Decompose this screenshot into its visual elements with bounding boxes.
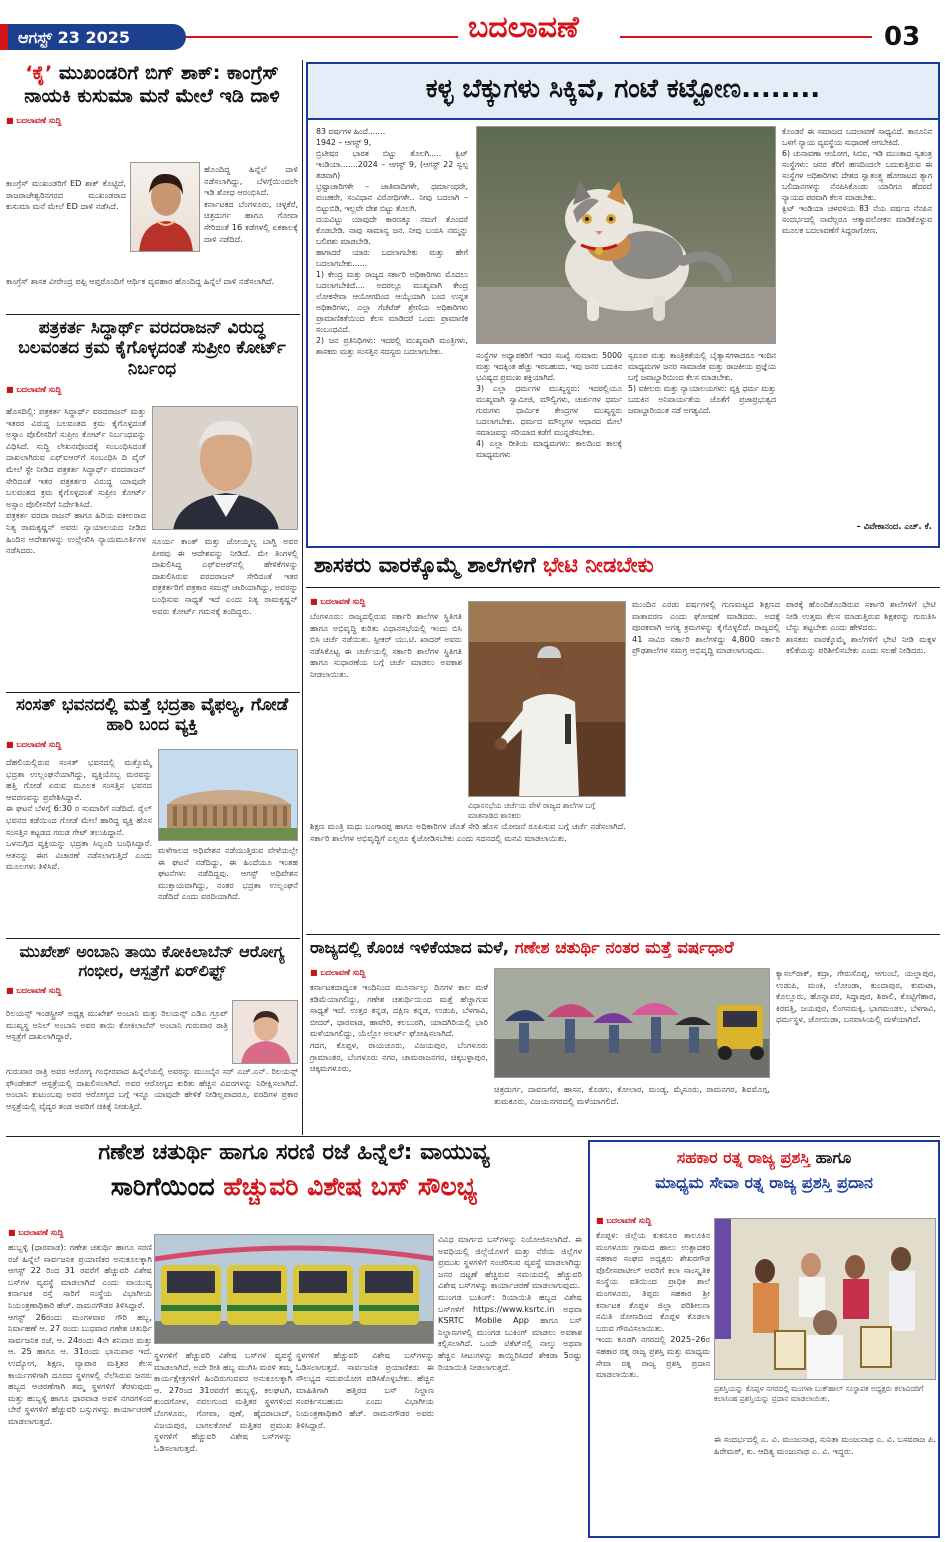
story-rain-col2: ಕ್ಯಾಸಲ್‌ರಾಕ್, ಕದ್ರಾ, ಗೇರುಸೊಪ್ಪ, ಆಗುಂಬೆ, ಯಲ್ಲಾಪುರ, ಉಡುಪಿ, ಮಂಕಿ, ಲೋಂಡಾ, ಕುಂದಾಪುರ, ಕುಮಟಾ, ಕೊಲ್ಲೂರು, ಹೊನ್ನಾವರ, ಸಿದ್ದಾಪುರ, ಶಿರಾಲಿ, ಕೊಟ್ಟಿಗೆಹಾರ, ಕಿರವತ್ತಿ, ಜಯಪುರ, ಲಿಂಗನಮಕ್ಕಿ, ಭಾಗಮಂಡಲ, ಬೆಳಗಾವಿ, ಧರ್ಮಸ್ಥಳ, ಜೋಯಿಡಾ, ಬನವಾಸಿಯಲ್ಲಿ ಮಳೆಯಾಗಿದೆ.	[776, 968, 936, 1025]
headline-quote: ‘ಕೈ’	[25, 62, 53, 84]
lead-col3: ಸ್ವರೂಪ ಮತ್ತು ತಾಂತ್ರಿಕತೆಯಲ್ಲಿ ಬೈತ್ಯಾಸಗಳಾದರೂ ಇಂದಿನ ಮಾಧ್ಯಮಗಳ ಜನರ ಸಾಮಾಜಿಕ ಮತ್ತು ರಾಜಕೀಯ ಪ್ರಜ್ಞೆಯ ಬಗ್ಗೆ ಜವಾಬ್ದಾರಿಯಿಂದ ಕೆಲಸ ಮಾಡಬೇಕು. 5) ವಕೀಲರು ಮತ್ತು ನ್ಯಾಯಾಲಯಗಳು: ವ್ಯಕ್ತಿ ಧರ್ಮ ಮತ್ತು ಬದುಕಿನ ಅನಿವಾರ್ಯತೆಯ ಜೊತೆಗೆ ಪ್ರಜಾಪ್ರಭುತ್ವದ ಜವಾಬ್ದಾರಿಯುತ ನಡೆ ಅಗತ್ಯವಿದೆ.	[628, 351, 776, 415]
story-supreme-court-headline: ಪತ್ರಕರ್ತ ಸಿದ್ಧಾರ್ಥ್ ವರದರಾಜನ್ ವಿರುದ್ಧ ಬಲವಂತದ ಕ್ರಮ ಕೈಗೊಳ್ಳದಂತೆ ಸುಪ್ರೀಂ ಕೋರ್ಟ್ ನಿರ್ಬಂಧ	[18, 318, 286, 379]
headline-black: ಸಾರಿಗೆಯಿಂದ	[110, 1172, 224, 1202]
headline-red: ಗಣೇಶ ಚತುರ್ಥಿ ನಂತರ ಮತ್ತೆ ವರ್ಷಧಾರೆ	[514, 938, 734, 957]
story-kokilaben-full: ಗುರುವಾರ ರಾತ್ರಿ ಅವರ ಆರೋಗ್ಯ ಗಂಭೀರವಾದ ಹಿನ್ನೆಲೆಯಲ್ಲಿ ಅವರನ್ನು ಮುಂಬೈನ ಸರ್ ಎಚ್.ಎನ್. ರಿಲಯನ್ಸ್ ಫೌಂಡೇಶನ್ ಆಸ್ಪತ್ರೆಯಲ್ಲಿ ದಾಖಲಿಸಲಾಗಿದೆ. ಅವರ ಆರೋಗ್ಯದ ಕುರಿತು ಹೆಚ್ಚಿನ ವಿವರಗಳನ್ನು ನಿರೀಕ್ಷಿಸಲಾಗಿದೆ. ಅಂಬಾನಿ ಕುಟುಂಬವು ಅವರ ಆರೋಗ್ಯದ ಬಗ್ಗೆ ಇನ್ನೂ ಯಾವುದೇ ಹೇಳಿಕೆ ನೀಡಿಲ್ಲವಾದರೂ, ವರದಿಗಳ ಪ್ರಕಾರ ಆಸ್ಪತ್ರೆಯಲ್ಲಿ ವೈದ್ಯರ ತಂಡ ಅವರಿಗೆ ಚಿಕಿತ್ಸೆ ನೀಡುತ್ತಿದೆ.	[6, 1066, 298, 1111]
headline-rule	[306, 587, 940, 588]
divider-3	[6, 938, 300, 939]
lead-col4: ಕೊಂಡರೆ ಈ ಸಮಾಜದ ಬದಲಾವಣೆ ಸಾಧ್ಯವಿದೆ. ಕಾನೂನಿನ ಒಳಗೆ ನ್ಯಾಯ ವ್ಯವಸ್ಥೆಯ ಸುಧಾರಣೆ ಆಗಬೇಕಿದೆ. 6) ಚುನಾವಣಾ ಆಯೋಗ, ಸಿಬಿಐ, ಇಡಿ ಮುಂತಾದ ಸ್ವತಂತ್ರ ಸಂಸ್ಥೆಗಳು: ಜನರ ತೆರಿಗೆ ಹಣದಿಂದಲೇ ಬದುಕುತ್ತಿರುವ ಈ ಸಂಸ್ಥೆಗಳ ಅಧಿಕಾರಿಗಳು ದೇಶದ ಸ್ವಾತಂತ್ರ್ಯ ಹೋರಾಟದ ತ್ಯಾಗ ಬಲಿದಾನಗಳನ್ನು ನೆನಪಿಸಿಕೊಂಡು ಯಾರಿಗೂ ಹೆದರದೆ ನ್ಯಾಯದ ಪರವಾಗಿ ಕೆಲಸ ಮಾಡಬೇಕು. ಕ್ವಿಟ್ ಇಂಡಿಯಾ ಚಳವಳಿಯ 83 ನೆಯ ವರ್ಷದ ನೆನಪಿನ ಸಂದರ್ಭದಲ್ಲಿ ನಾವೆಲ್ಲರೂ ಆತ್ಮಾವಲೋಕನ ಮಾಡಿಕೊಳ್ಳುವ ಮೂಲಕ ಬದಲಾವಣೆಗೆ ಸಿದ್ದರಾಗೋಣ.	[782, 127, 932, 235]
story-rain	[306, 938, 940, 1134]
headline-red: ಭೇಟಿ ನೀಡಬೇಕು	[542, 553, 654, 577]
headline-black: ರಾಜ್ಯದಲ್ಲಿ ಕೊಂಚ ಇಳಿಕೆಯಾದ ಮಳೆ,	[310, 938, 515, 957]
story-rain-col1: ಕರ್ನಾಟಕದಾದ್ಯಂತ ಇಂದಿನಿಂದ ಮೂರ್ನಾಲ್ಕು ದಿನಗಳ ಕಾಲ ಮಳೆ ಕಡಿಮೆಯಾಗಲಿದ್ದು, ಗಣೇಶ ಚತುರ್ಥಿಯಿಂದ ಮತ್ತೆ ಹೆಚ್ಚಾಗುವ ಸಾಧ್ಯತೆ ಇದೆ. ಉತ್ತರ ಕನ್ನಡ, ದಕ್ಷಿಣ ಕನ್ನಡ, ಉಡುಪಿ, ಬೆಳಗಾವಿ, ಬೀದರ್, ಧಾರವಾಡ, ಹಾವೇರಿ, ಕಲಬುರಗಿ, ಯಾದಗಿರಿಯಲ್ಲಿ ಭಾರಿ ಮಳೆಯಾಗಲಿದ್ದು, ಯೆಲ್ಲೋ ಅಲರ್ಟ್ ಘೋಷಿಸಲಾಗಿದೆ. ಗದಗ, ಕೊಪ್ಪಳ, ರಾಯಚೂರು, ವಿಜಯಪುರ, ಬೆಂಗಳೂರು ಗ್ರಾಮಾಂತರ, ಬೆಂಗಳೂರು ನಗರ, ಚಾಮರಾಜನಗರ, ಚಿಕ್ಕಬಳ್ಳಾಪುರ, ಚಿಕ್ಕಮಗಳೂರು,	[310, 982, 488, 1074]
lead-editorial	[306, 62, 940, 548]
story-parliament-col1: ದೆಹಲಿಯಲ್ಲಿರುವ ಸಂಸತ್ ಭವನದಲ್ಲಿ ಮತ್ತೊಮ್ಮೆ ಭದ್ರತಾ ಉಲ್ಲಂಘನೆಯಾಗಿದ್ದು, ವ್ಯಕ್ತಿಯೊಬ್ಬ ಮರವನ್ನು ಹತ್ತಿ ಗೋಡೆ ಏರುವ ಮೂಲಕ ಸಂಸತ್ತಿನ ಭವನದ ಆವರಣವನ್ನು ಪ್ರವೇಶಿಸಿದ್ದಾನೆ. ಈ ಘಟನೆ ಬೆಳಗ್ಗೆ 6:30 ರ ಸುಮಾರಿಗೆ ನಡೆದಿದೆ. ರೈಲ್ ಭವನದ ಕಡೆಯಿಂದ ಗೋಡೆ ಮೇಲೆ ಹಾರಿದ್ದ ವ್ಯಕ್ತಿ ಹೊಸ ಸಂಸತ್ತಿನ ಕಟ್ಟಡದ ಗರುಡ ಗೇಟ್ ತಲುಪಿದ್ದಾನೆ. ಒಳನುಗ್ಗಿದ ವ್ಯಕ್ತಿಯನ್ನು ಭದ್ರತಾ ಸಿಬ್ಬಂದಿ ಬಂಧಿಸಿದ್ದಾರೆ. ಆತನನ್ನು ಈಗ ವಿಚಾರಣೆ ನಡೆಸಲಾಗುತ್ತಿದೆ ಎಂದು ಮೂಲಗಳು ತಿಳಿಸಿವೆ.	[6, 757, 152, 872]
story-awards-headline-line1	[590, 1148, 938, 1167]
story-ed-raid	[6, 62, 298, 312]
lead-headline-banner	[308, 64, 938, 120]
story-mla-bottom: ಶಿಕ್ಷಣ ಮಂತ್ರಿ ಮಧು ಬಂಗಾರಪ್ಪ ಹಾಗೂ ಅಧಿಕಾರಿಗಳ ಜೊತೆ ಸೇರಿ ಹೊಸ ಯೋಜನೆ ರೂಪಿಸುವ ಬಗ್ಗೆ ಚರ್ಚೆ ನಡೆಸಲಾಗಿದೆ. ಸರ್ಕಾರಿ ಶಾಲೆಗಳ ಅಭಿವೃದ್ಧಿಗೆ ಎಲ್ಲರೂ ಕೈಜೋಡಿಸಬೇಕು ಎಂದು ಸದನದಲ್ಲಿ ಮನವಿ ಮಾಡಲಾಯಿತು.	[310, 821, 626, 843]
newspaper-title: ಬದಲಾವಣೆ	[468, 10, 579, 45]
headline-rest: ಮುಖಂಡರಿಗೆ ಬಿಗ್ ಶಾಕ್: ಕಾಂಗ್ರೆಸ್ ನಾಯಕಿ ಕುಸುಮಾ ಮನೆ ಮೇಲೆ ಇಡಿ ದಾಳಿ	[24, 62, 280, 107]
assembly-photo-caption: ವಿಧಾನಸಭೆಯ ಚರ್ಚೆಯ ವೇಳೆ ರಾಜ್ಯದ ಶಾಲೆಗಳ ಬಗ್ಗೆ ಮಾತನಾಡಿದ ಶಾಸಕರು	[468, 801, 596, 820]
story-rain-below: ಚಿತ್ರದುರ್ಗ, ದಾವಣಗೆರೆ, ಹಾಸನ, ಕೊಡಗು, ಕೋಲಾರ, ಮಂಡ್ಯ, ಮೈಸೂರು, ರಾಮನಗರ, ಶಿವಮೊಗ್ಗ, ತುಮಕೂರು, ವಿಜಯನಗರದಲ್ಲಿ ಮಳೆಯಾಗಲಿದೆ.	[494, 1084, 770, 1106]
left-column-divider	[302, 60, 303, 1135]
story-parliament-breach	[6, 695, 298, 935]
kusuma-portrait-photo	[130, 162, 200, 252]
masthead-line-left	[186, 36, 458, 38]
byline: ■ ಬದಲಾವಣೆ ಸುದ್ದಿ	[6, 986, 298, 996]
byline: ■ ಬದಲಾವಣೆ ಸುದ್ದಿ	[6, 385, 298, 395]
story-kokilaben-col1: ರಿಲಯನ್ಸ್ ಇಂಡಸ್ಟ್ರೀಸ್ ಅಧ್ಯಕ್ಷ ಮುಖೇಶ್ ಅಂಬಾನಿ ಮತ್ತು ರಿಲಯನ್ಸ್ ಎಡಿಎ ಗ್ರೂಪ್ ಮುಖ್ಯಸ್ಥ ಅನಿಲ್ ಅಂಬಾನಿ ಅವರ ತಾಯಿ ಕೋಕಿಲಾಬೆನ್ ಅಂಬಾನಿ ಗುರುವಾರ ರಾತ್ರಿ ಆಸ್ಪತ್ರೆಗೆ ದಾಖಲಾಗಿದ್ದಾರೆ.	[6, 1008, 228, 1042]
story-kokilaben-headline: ಮುಖೇಶ್ ಅಂಬಾನಿ ತಾಯಿ ಕೋಕಿಲಾಬೆನ್ ಆರೋಗ್ಯ ಗಂಭೀರ, ಆಸ್ಪತ್ರೆಗೆ ಏರ್‌ಲಿಫ್ಟ್	[19, 942, 285, 981]
story-awards-bottom: ಈ ಸಂದರ್ಭದಲ್ಲಿ ಎ. ವಿ. ಮಂಜುನಾಥ, ಸುನಿತಾ ಮಂಜುನಾಥ ಎ. ವಿ. ಬಸವರಾಜ ಪಿ. ಹಿರೇಮಠ್, ಕು. ಆದಿತ್ಯ ಮಂಜುನಾಥ ಎ. ವಿ. ಇದ್ದರು.	[714, 1434, 936, 1456]
divider-5	[6, 1136, 940, 1137]
issue-date: ಆಗಸ್ಟ್ 23 2025	[18, 28, 130, 47]
kokilaben-ambani-photo	[232, 1000, 298, 1064]
headline-black: ಹಾಗೂ	[810, 1148, 852, 1167]
lead-col1: 83 ವರ್ಷಗಳ ಹಿಂದೆ....... 1942 – ಆಗಸ್ಟ್ 9, ಬ್ರಿಟೀಷರ ಭಾರತ ಬಿಟ್ಟು ತೊಲಗಿ..... ಕ್ವಿಟ್ ಇಂಡಿಯಾ.......2024 – ಆಗಸ್ಟ್ 9, (ಆಗಸ್ಟ್ 22 ಸ್ವಲ್ಪ ತಡವಾಗಿ) ಭ್ರಷ್ಟಾಚಾರಿಗಳೇ – ಜಾತಿವಾದಿಗಳೇ, ಧರ್ಮಾಂಧರೇ, ವಂಚಕರೇ, ಸಂವಿಧಾನ ವಿರೋಧಿಗಳೇ.. ನೀವು ಬದಲಾಗಿ – ಬಿಟ್ಟುಬಿಡಿ, ಇಲ್ಲವೇ ದೇಶ ಬಿಟ್ಟು ತೊಲಗಿ. ದಯವಿಟ್ಟು ಯಾವುದೇ ಕಾರಣಕ್ಕೂ ನಮಗೆ ತೊಂದರೆ ಕೊಡಬೇಡಿ. ನಾವು ಸಾಮಾನ್ಯ ಜನ. ನೀವು ಬಯಸಿ ನಮ್ಮನ್ನು ಬಲಿಪಶು ಮಾಡಬೇಡಿ. ಹಾಗಾದರೆ ಯಾರು ಬದಲಾಗಬೇಕು ಮತ್ತು ಹೇಗೆ ಬದಲಾಗಬೇಕು...... 1) ಕೇಂದ್ರ ಮತ್ತು ರಾಜ್ಯದ ಸರ್ಕಾರಿ ಅಧಿಕಾರಿಗಳು ಮೊದಲು ಬದಲಾಗಬೇಕಿದೆ.... ಅದರಲ್ಲೂ ಮುಖ್ಯವಾಗಿ ಕೇಂದ್ರ ಲೋಕಸೇವಾ ಆಯೋಗದಿಂದ ಆಯ್ಕೆಯಾಗಿ ಬಂದ ಉನ್ನತ ಅಧಿಕಾರಿಗಳು, ಎಲ್ಲಾ ಗೆಜೆಟೆಡ್ ಶ್ರೇಣಿಯ ಅಧಿಕಾರಿಗಳು ಪ್ರಾಮಾಣಿಕತೆಯಿಂದ ಕೆಲಸ ಮಾಡಿದರೆ ಒಂದು ಪ್ರಾಮಾಣಿಕ ಸಂಬಂಧವಿದೆ. 2) ಜನ ಪ್ರತಿನಿಧಿಗಳು: ಇದರಲ್ಲಿ ಮುಖ್ಯವಾಗಿ ಮಂತ್ರಿಗಳು, ಶಾಸಕರು ಮತ್ತು ಸಂಸತ್ತಿನ ಸದಸ್ಯರು ಬದಲಾಗಬೇಕು.	[316, 127, 468, 356]
story-mla-col3: ಪಾಠಕ್ಕೆ ಹೊಂದಿಕೊಂಡಿರುವ ಸರ್ಕಾರಿ ಶಾಲೆಗಳಿಗೆ ಭೇಟಿ ನೀಡಿ ಉತ್ತಮ ಕೆಲಸ ಮಾಡುತ್ತಿರುವ ಶಿಕ್ಷಕರನ್ನು ಗುರುತಿಸಿ ಬೆನ್ನು ತಟ್ಟಬೇಕು ಎಂದು ಹೇಳಿದರು. ಶಾಸಕರು ವಾರಕ್ಕೊಮ್ಮೆ ಶಾಲೆಗಳಿಗೆ ಭೇಟಿ ನೀಡಿ ಮಕ್ಕಳ ಕಲಿಕೆಯನ್ನು ಪರಿಶೀಲಿಸಬೇಕು ಎಂದು ಸಲಹೆ ನೀಡಿದರು.	[786, 599, 936, 656]
divider-2	[6, 692, 300, 693]
story-ed-raid-headline	[6, 62, 298, 108]
byline: ■ ಬದಲಾವಣೆ ಸುದ್ದಿ	[6, 116, 298, 126]
story-kokilaben	[6, 942, 298, 1134]
headline-red: ಹೆಚ್ಚುವರಿ ವಿಶೇಷ ಬಸ್ ಸೌಲಭ್ಯ	[223, 1172, 478, 1202]
story-buses-col3: ಸ್ಥಳಗಳಿಗೆ ಹೆಚ್ಚುವರಿ ವಿಶೇಷ ಬಸ್‌ಗಳ ವ್ಯವಸ್ಥೆ ಮಾಡಲಾಗಿದೆ. ಅದೇ ರೀತಿ ಹಬ್ಬ ಮುಗಿಸಿ ಮರಳಿ ತಮ್ಮ ಕಾರ್ಯಕ್ಷೇತ್ರಗಳಿಗೆ ಹಿಂದಿರುಗುವವರ ಅನುಕೂಲಕ್ಕಾಗಿ ಆ. 27ರಿಂದ 31ರವರೆಗೆ ಹುಬ್ಬಳ್ಳಿ, ಕಲಘಟಗಿ, ಕುಂದಗೋಳ, ನವಲಗುಂದ ಮತ್ತಿತರ ಸ್ಥಳಗಳಿಂದ ಬೆಂಗಳೂರು, ಗೋವಾ, ಪುಣೆ, ಹೈದರಾಬಾದ್, ವಿಜಯಪುರ, ಬಾಗಲಕೋಟೆ ಮತ್ತಿತರ ಪ್ರಮುಖ ಸ್ಥಳಗಳಿಗೆ ಹೆಚ್ಚುವರಿ ವಿಶೇಷ ಬಸ್‌ಗಳನ್ನು ಓಡಿಸಲಾಗುತ್ತದೆ.	[154, 1350, 292, 1453]
masthead-line-right	[620, 36, 872, 38]
divider-1	[6, 314, 300, 315]
story-awards	[588, 1140, 940, 1538]
story-ed-raid-col1: ಕಾಂಗ್ರೆಸ್ ಮುಖಂಡರಿಗೆ ED ಶಾಕ್ ಕೊಟ್ಟಿದೆ, ರಾಜರಾಜೇಶ್ವರಿನಗರದ ಮುಖಂಡರಾದ ಕುಸುಮಾ ಮನೆ ಮೇಲೆ ED ದಾಳಿ ನಡೆಸಿದೆ.	[6, 178, 126, 212]
parliament-building-photo	[158, 749, 298, 841]
date-badge-tail	[0, 24, 8, 50]
story-special-buses	[4, 1140, 584, 1538]
divider-4	[306, 934, 940, 935]
siddharth-varadarajan-photo	[152, 406, 298, 530]
story-mla-col1: ಬೆಂಗಳೂರು: ರಾಜ್ಯದಲ್ಲಿರುವ ಸರ್ಕಾರಿ ಶಾಲೆಗಳ ಸ್ಥಿತಿಗತಿ ಹಾಗೂ ಅಭಿವೃದ್ಧಿ ಕುರಿತು ವಿಧಾನಸಭೆಯಲ್ಲಿ ಇಂದು ಬಿಸಿ ಬಿಸಿ ಚರ್ಚೆ ನಡೆಯಿತು. ಸ್ಪೀಕರ್ ಯು.ಟಿ. ಖಾದರ್ ಅವರು ನಡೆಸಿಕೊಟ್ಟ ಈ ಚರ್ಚೆಯಲ್ಲಿ ಸರ್ಕಾರಿ ಶಾಲೆಗಳ ಸ್ಥಿತಿಗತಿ ಹಾಗೂ ಸುಧಾರಣೆಯ ಬಗ್ಗೆ ಚರ್ಚೆ ಮಾಡಲು ಅವಕಾಶ ನೀಡಲಾಯಿತು.	[310, 611, 462, 679]
story-parliament-col2: ಮಳೆಗಾಲದ ಅಧಿವೇಶನ ನಡೆಯುತ್ತಿರುವ ವೇಳೆಯಲ್ಲೇ ಈ ಘಟನೆ ನಡೆದಿದ್ದು, ಈ ಹಿಂದೆಯೂ ಇಂತಹ ಘಟನೆಗಳು ನಡೆದಿದ್ದವು. ಆಗಸ್ಟ್ ಅಧಿವೇಶನ ಮುಕ್ತಾಯವಾಗಿದ್ದು, ನಂತರ ಭದ್ರತಾ ಉಲ್ಲಂಘನೆ ನಡೆದಿದೆ ಎಂದು ವರದಿಯಾಗಿದೆ.	[158, 845, 298, 902]
story-buses-headline-line2	[4, 1172, 584, 1202]
story-rain-headline	[306, 938, 940, 958]
story-awards-headline-line2: ಮಾಧ್ಯಮ ಸೇವಾ ರತ್ನ ರಾಜ್ಯ ಪ್ರಶಸ್ತಿ ಪ್ರದಾನ	[655, 1173, 873, 1193]
award-ceremony-photo	[714, 1218, 936, 1380]
award-photo-caption: ಪ್ರಶಸ್ತಿಯನ್ನು ಕೊಪ್ಪಳ ನಗರದಲ್ಲಿ ಮಂಗಳಾ ಬುಕ್‌ಹಾಲ್ ಸಂಸ್ಥಾಪಕ ಅಧ್ಯಕ್ಷರು ಕಲಾವಿದರಿಗೆ ಕಲಾಸಿಂಹ ಪ್ರಶಸ್ತಿಯನ್ನು ಪ್ರದಾನ ಮಾಡಲಾಯಿತು.	[714, 1384, 924, 1403]
story-ed-raid-tail: ಕಾಂಗ್ರೆಸ್ ಶಾಸಕ ವೀರೇಂದ್ರ ಪಪ್ಪಿ ಆಪ್ತರೊಂದಿಗೆ ಆರ್ಥಿಕ ವ್ಯವಹಾರ ಹೊಂದಿದ್ದ ಹಿನ್ನೆಲೆ ದಾಳಿ ನಡೆಸಲಾಗಿದೆ.	[6, 276, 275, 286]
byline: ■ ಬದಲಾವಣೆ ಸುದ್ದಿ	[6, 740, 298, 750]
masthead	[0, 0, 945, 56]
story-buses-col1: ಹುಬ್ಬಳ್ಳಿ (ಧಾರವಾಡ): ಗಣೇಶ ಚತುರ್ಥಿ ಹಾಗೂ ಸರಣಿ ರಜೆ ಹಿನ್ನೆಲೆ ಸಾರ್ವಜನಿಕ ಪ್ರಯಾಣಿಕರ ಅನುಕೂಲಕ್ಕಾಗಿ ಆಗಸ್ಟ್ 22 ರಿಂದ 31 ರವರೆಗೆ ಹೆಚ್ಚುವರಿ ವಿಶೇಷ ಬಸ್‌ಗಳ ವ್ಯವಸ್ಥೆ ಮಾಡಲಾಗಿದೆ ಎಂದು ವಾಯುವ್ಯ ಕರ್ನಾಟಕ ರಸ್ತೆ ಸಾರಿಗೆ ಸಂಸ್ಥೆಯ ವಿಭಾಗೀಯ ನಿಯಂತ್ರಣಾಧಿಕಾರಿ ಹೆಚ್. ರಾಮನಗೌಡರ ತಿಳಿಸಿದ್ದಾರೆ. ಆಗಸ್ಟ್ 26ರಂದು ಮಂಗಳವಾರ ಗೌರಿ ಹಬ್ಬ, ನಿರ್ವಾಹಣೆ ಆ. 27 ರಂದು ಬುಧವಾರ ಗಣೇಶ ಚತುರ್ಥಿ ಸಾರ್ವಜನಿಕ ರಜೆ, ಆ. 24ರಂದು 4ನೇ ಶನಿವಾರ ಮತ್ತು ಆ. 25 ಹಾಗೂ ಆ. 31ರಂದು ಭಾನುವಾರ ಇದೆ. ಉದ್ಯೋಗ, ಶಿಕ್ಷಣ, ವ್ಯಾಪಾರ ಮತ್ತಿತರ ಕೆಲಸ ಕಾರ್ಯಗಳಿಗಾಗಿ ದೂರದ ಸ್ಥಳಗಳಲ್ಲಿ ನೆಲೆಸಿರುವ ಜನರು ಹಬ್ಬದ ಆಚರಣೆಗಾಗಿ ತಮ್ಮ ಸ್ಥಳಗಳಿಗೆ ತೆರಳುವುದು ಮತ್ತು ಹುಬ್ಬಳ್ಳಿ ಹಾಗೂ ಧಾರವಾಡ ಅವಳಿ ನಗರಗಳಿಂದ ಬೇರೆ ಸ್ಥಳಗಳಿಗೆ ಹೆಚ್ಚುವರಿ ಬಸ್ಸುಗಳನ್ನು ಕಾರ್ಯಾಚರಣೆ ಮಾಡಲಾಗುತ್ತದೆ.	[8, 1242, 152, 1426]
rain-umbrella-photo	[494, 968, 770, 1078]
story-parliament-headline: ಸಂಸತ್ ಭವನದಲ್ಲಿ ಮತ್ತೆ ಭದ್ರತಾ ವೈಫಲ್ಯ, ಗೋಡೆ ಹಾರಿ ಬಂದ ವ್ಯಕ್ತಿ	[15, 695, 289, 736]
story-mla-headline	[306, 553, 940, 578]
story-buses-headline-line1: ಗಣೇಶ ಚತುರ್ಥಿ ಹಾಗೂ ಸರಣಿ ರಜೆ ಹಿನ್ನೆಲೆ: ವಾಯುವ್ಯ	[98, 1140, 490, 1165]
lead-signature: – ವಿವೇಕಾನಂದ. ಎಚ್. ಕೆ.	[856, 522, 932, 532]
lead-headline: ಕಳ್ಳ ಬೆಕ್ಕುಗಳು ಸಿಕ್ಕಿವೆ, ಗಂಟೆ ಕಟ್ಟೋಣ........	[425, 74, 821, 104]
byline: ■ ಬದಲಾವಣೆ ಸುದ್ದಿ	[8, 1228, 63, 1238]
story-supreme-court	[6, 318, 298, 690]
buses-depot-photo	[154, 1234, 434, 1344]
headline-red: ಸಹಕಾರ ರತ್ನ ರಾಜ್ಯ ಪ್ರಶಸ್ತಿ	[676, 1148, 811, 1167]
cat-photo	[476, 126, 776, 344]
story-ed-raid-col2: ಹೊಂದಿದ್ದ ಹಿನ್ನೆಲೆ ದಾಳಿ ನಡೆಸಲಾಗಿದ್ದು, ಬೆಳಗ್ಗೆಯಿಂದಲೇ ಇಡಿ ಶೋಧ ಆರಂಭಿಸಿದೆ. ಕರ್ನಾಟಕದ ಬೆಂಗಳೂರು, ಚಳ್ಳಕೆರೆ, ಚಿತ್ರದುರ್ಗ ಹಾಗೂ ಗೋವಾ ಸೇರಿದಂತೆ 16 ಕಡೆಗಳಲ್ಲಿ ಏಕಕಾಲಕ್ಕೆ ದಾಳಿ ನಡೆದಿದೆ.	[204, 164, 298, 244]
byline: ■ ಬದಲಾವಣೆ ಸುದ್ದಿ	[596, 1216, 651, 1226]
story-buses-col4: ಸ್ಥಳಗಳಿಗೆ ಹೆಚ್ಚುವರಿ ವಿಶೇಷ ಬಸ್‌ಗಳನ್ನು ಓಡಿಸಲಾಗುತ್ತದೆ. ಸಾರ್ವಜನಿಕ ಪ್ರಯಾಣಿಕರು ಈ ಸೌಲಭ್ಯದ ಸದುಪಯೋಗ ಪಡಿಸಿಕೊಳ್ಳಬೇಕು. ಹೆಚ್ಚಿನ ಮಾಹಿತಿಗಾಗಿ ಹತ್ತಿರದ ಬಸ್ ನಿಲ್ದಾಣ ಸಂಪರ್ಕಿಸಬಹುದು ಎಂದು ವಿಭಾಗೀಯ ನಿಯಂತ್ರಣಾಧಿಕಾರಿ ಹೆಚ್. ರಾಮನಗೌಡರ ಅವರು ತಿಳಿಸಿದ್ದಾರೆ.	[296, 1350, 434, 1430]
story-mla-schools	[306, 553, 940, 931]
story-buses-col2: ವಿವಿಧ ಮಾರ್ಗದ ಬಸ್‌ಗಳನ್ನು ನಿಯೋಜಿಸಲಾಗಿದೆ. ಈ ಅವಧಿಯಲ್ಲಿ ಜಿಲ್ಲೆಯೊಳಗೆ ಮತ್ತು ನೆರೆಯ ಜಿಲ್ಲೆಗಳ ಪ್ರಮುಖ ಸ್ಥಳಗಳಿಗೆ ಸಂಚರಿಸುವ ವ್ಯವಸ್ಥೆ ಮಾಡಲಾಗಿದ್ದು ಜನರ ದಟ್ಟಣೆ ಹೆಚ್ಚಿರುವ ಸಮಯದಲ್ಲಿ ಹೆಚ್ಚುವರಿ ವಿಶೇಷ ಬಸ್‌ಗಳನ್ನು ಕಾರ್ಯಾಚರಣೆ ಮಾಡಲಾಗುವುದು. ಮುಂಗಡ ಬುಕಿಂಗ್: ರಿಯಾಯಿತಿ ಹಬ್ಬದ ವಿಶೇಷ ಬಸ್‌ಗಳಿಗೆ https://www.ksrtc.in ಅಥವಾ KSRTC Mobile App ಹಾಗೂ ಬಸ್ ನಿಲ್ದಾಣಗಳಲ್ಲಿ ಮುಂಗಡ ಬುಕಿಂಗ್ ಮಾಡಲು ಅವಕಾಶ ಕಲ್ಪಿಸಲಾಗಿದೆ. ಒಂದೇ ಟಿಕೆಟ್‌ನಲ್ಲಿ ನಾಲ್ಕು ಅಥವಾ ಹೆಚ್ಚಿನ ಸೀಟುಗಳನ್ನು ಕಾಯ್ದಿರಿಸಿದರೆ ಶೇಕಡಾ 5ರಷ್ಟು ರಿಯಾಯಿತಿ ನೀಡಲಾಗುತ್ತದೆ.	[438, 1234, 582, 1372]
headline-black: ಶಾಸಕರು ವಾರಕ್ಕೊಮ್ಮೆ ಶಾಲೆಗಳಿಗೆ	[314, 553, 543, 577]
byline: ■ ಬದಲಾವಣೆ ಸುದ್ದಿ	[310, 968, 365, 978]
story-awards-col1: ಕೊಪ್ಪಳ: ಜಿಲ್ಲೆಯ ಕುಕನೂರ ತಾಲೂಕಿನ ಮಂಗಳೂರು ಗ್ರಾಮದ ಹಾಲು ಉತ್ಪಾದಕರ ಸಹಕಾರ ಸಂಘದ ಅಧ್ಯಕ್ಷರು ಶೇಖರಗೌಡ ಪೊಲೀಸಪಾಟೀಲ್ ಅವರಿಗೆ ಕಲಾ ಸಾಂಸ್ಕೃತಿಕ ಸಂಸ್ಥೆಯ ವತಿಯಿಂದ ಪ್ರಾಧಿಕ ಶಾಲೆ ಮಂಗಳೂರು, ತಿಪ್ಪರು ಸಹಕಾರ ಶ್ರೀ ಕರ್ನಾಟಕ ಕೊಪ್ಪಳ ಜಿಲ್ಲಾ ಪರಿಶೀಲನಾ ಸಮಿತಿ ರೋಣದಿಂದ ಕೊಪ್ಪಳ ಕೊಡಲಾ ಬರುವ ಗೌರವಿಸಲಾಯಿತು. ಇಂದು ಕೂಡಗಿ ನಗರದಲ್ಲಿ 2025–26ರ ಸಹಕಾರ ರತ್ನ ರಾಜ್ಯ ಪ್ರಶಸ್ತಿ ಮತ್ತು ಮಾಧ್ಯಮ ಸೇವಾ ರತ್ನ ರಾಜ್ಯ ಪ್ರಶಸ್ತಿ ಪ್ರದಾನ ಮಾಡಲಾಯಿತು.	[596, 1230, 710, 1380]
story-supreme-court-col1: ಹೊಸದಿಲ್ಲಿ: ಪತ್ರಕರ್ತ ಸಿದ್ಧಾರ್ಥ್ ವರದರಾಜನ್ ಮತ್ತು ಇತರರ ವಿರುದ್ಧ ಬಲವಂತದ ಕ್ರಮ ಕೈಗೊಳ್ಳದಂತೆ ಅಸ್ಸಾಂ ಪೊಲೀಸರಿಗೆ ಸುಪ್ರೀಂ ಕೋರ್ಟ್ ನಿರ್ಬಂಧವನ್ನು ವಿಧಿಸಿದೆ. ಸುದ್ದಿ ಲೇಖನವೊಂದಕ್ಕೆ ಸಂಬಂಧಿಸಿದಂತೆ ದಾಖಲಾಗಿರುವ ಎಫ್‌ಐಆರ್‌ಗೆ ಸಂಬಂಧಿಸಿ ದಿ ವೈರ್ ಮೇಲೆ ಸ್ಟೇ ನೀಡಿದ ಪತ್ರಕರ್ತ ಸಿದ್ಧಾರ್ಥ್ ವರದರಾಜನ್ ಸೇರಿದಂತೆ ಇತರ ಪತ್ರಕರ್ತರ ವಿರುದ್ಧ ಯಾವುದೇ ಬಲವಂತದ ಕ್ರಮ ಕೈಗೊಳ್ಳದಂತೆ ಸುಪ್ರೀಂ ಕೋರ್ಟ್ ಅಸ್ಸಾಂ ಪೊಲೀಸರಿಗೆ ನಿರ್ದೇಶಿಸಿದೆ. ಪತ್ರಕರ್ತ ವರದಾ ರಾಜನ್ ಹಾಗೂ ಹಿರಿಯ ವಕೀಲರಾದ ನಿತ್ಯ ರಾಮಕೃಷ್ಣನ್ ಅವರು ನ್ಯಾಯಾಲಯದ ನೀಡಿದ ಹಿಂದಿನ ಆದೇಶಗಳನ್ನು ಉಲ್ಲೇಖಿಸಿ ನ್ಯಾಯಮೂರ್ತಿಗಳ ನಡೆಸಿದರು.	[6, 406, 146, 556]
story-mla-col2: ಮುಂದಿನ ಎರಡು ವರ್ಷಗಳಲ್ಲಿ ಗುಣಮಟ್ಟದ ಶಿಕ್ಷಣದ ವಾತಾವರಣ ಎಂದು ಘೋಷಣೆ ಮಾಡಿದರು. ಅದಕ್ಕೆ ಪೂರಕವಾಗಿ ಅಗತ್ಯ ಕ್ರಮಗಳನ್ನು ಕೈಗೊಳ್ಳಲಿದೆ. ರಾಜ್ಯದಲ್ಲಿ 41 ಸಾವಿರ ಸರ್ಕಾರಿ ಶಾಲೆಗಳಿದ್ದು 4,800 ಸರ್ಕಾರಿ ಪ್ರೌಢಶಾಲೆಗಳ ಸಮಗ್ರ ಅಭಿವೃದ್ಧಿ ಮಾಡಲಾಗುವುದು.	[632, 599, 780, 656]
byline: ■ ಬದಲಾವಣೆ ಸುದ್ದಿ	[310, 597, 365, 607]
page-number: 03	[884, 22, 921, 52]
assembly-mla-photo	[468, 601, 626, 797]
story-supreme-court-col2: ಸೂರ್ಯ ಕಾಂತ್ ಮತ್ತು ಜೋಯ್ಮಲ್ಯ ಬಾಗ್ಚಿ ಅವರ ಪೀಠವು ಈ ಆದೇಶವನ್ನು ನೀಡಿದೆ. ಮೇ ತಿಂಗಳಲ್ಲಿ ದಾಖಲಿಸಿದ್ದ ಎಫ್‌ಐಆರ್‌ನಲ್ಲಿ ಹೇಳಿಕೆಗಳನ್ನು ದಾಖಲಿಸಿರುವ ವರದರಾಜನ್ ಸೇರಿದಂತೆ ಇತರ ಪತ್ರಕರ್ತರಿಗೆ ಪತ್ರಕಾರ ಸಮನ್ಸ್ ಜಾರಿಯಾಗಿದ್ದು, ಅವರನ್ನು ಬಂಧಿಸುವ ಸಾಧ್ಯತೆ ಇದೆ ಎಂದು ನಿತ್ಯ ರಾಮಕೃಷ್ಣನ್ ಅವರು ಕೋರ್ಟ್ ಗಮನಕ್ಕೆ ತಂದಿದ್ದರು.	[152, 536, 298, 616]
lead-col2: ಸಂಸ್ಥೆಗಳ ಅಧ್ಯಾಪಕರಿಗೆ ಇದರ ಸಂಖ್ಯೆ ಸುಮಾರು 5000 ಮತ್ತು ಇದಕ್ಕಿಂತ ಹೆಚ್ಚು ಇರಬಹುದು. ಇವು ಜನರ ಬದುಕಿನ ಭವಿಷ್ಯದ ಪ್ರಮುಖ ಶಕ್ತಿಯಾಗಿದೆ. 3) ಎಲ್ಲಾ ಧರ್ಮಗಳ ಮುಖ್ಯಸ್ಥರು: ಇದರಲ್ಲಿಯೂ ಮುಖ್ಯವಾಗಿ ಸ್ವಾಮೀಜಿ, ಮೌಲ್ವಿಗಳು, ಚರ್ಚುಗಳ ಧರ್ಮ ಗುರುಗಳು ಧಾರ್ಮಿಕ ಕೇಂದ್ರಗಳ ಮುಖ್ಯಸ್ಥರು ಬದಲಾಗಬೇಕು. ಧರ್ಮದ ಮೌಲ್ಯಗಳ ಆಧಾರದ ಮೇಲೆ ಸಮಾಜವನ್ನು ಸರಿಯಾದ ಕಡೆಗೆ ಮುನ್ನಡೆಸಬೇಕು. 4) ಎಲ್ಲಾ ರೀತಿಯ ಮಾಧ್ಯಮಗಳು: ಕಾಲದಿಂದ ಕಾಲಕ್ಕೆ ಮಾಧ್ಯಮಗಳು	[476, 351, 622, 459]
